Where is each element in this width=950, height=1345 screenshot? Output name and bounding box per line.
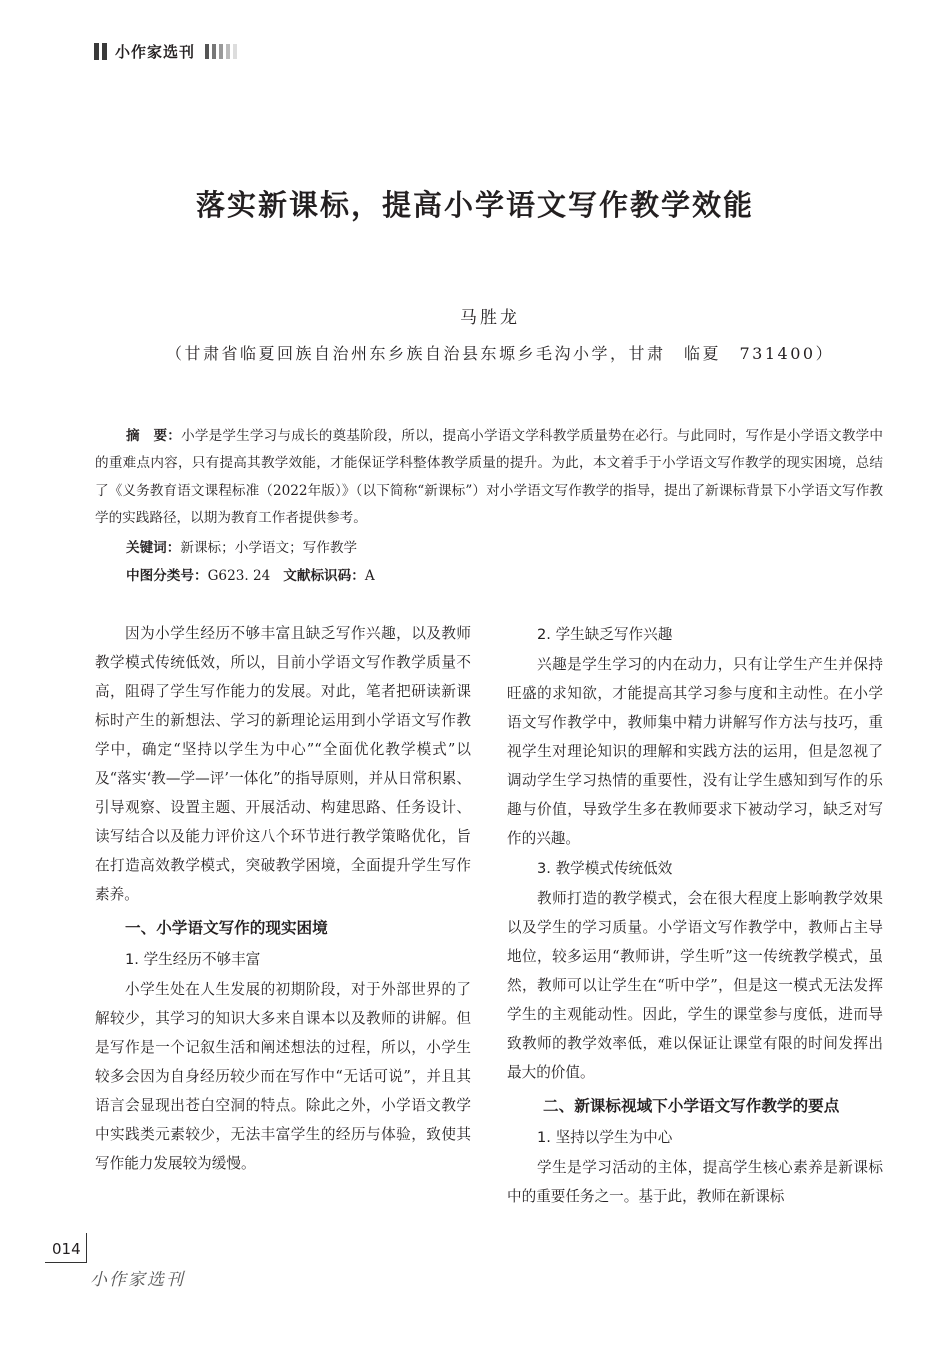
- running-header: [94, 40, 237, 62]
- journal-name: 小作家选刊: [115, 42, 196, 61]
- clc-value: G623. 24: [207, 568, 271, 584]
- article-author: 马胜龙: [460, 308, 520, 328]
- body-column-left: [95, 619, 471, 1178]
- page-number-underline: [45, 1262, 87, 1263]
- section-heading: 二、新课标视域下小学语文写作教学的要点: [543, 1097, 840, 1115]
- section-heading: 一、小学语文写作的现实困境: [125, 919, 328, 937]
- page-number-divider: [86, 1233, 87, 1263]
- header-fade-bars-icon: [205, 44, 237, 59]
- abstract: [95, 423, 883, 532]
- body-paragraph: 教师打造的教学模式，会在很大程度上影响教学效果以及学生的学习质量。小学语文写作教学中，教师占主导地位，较多运用“教师讲，学生听”这一传统教学模式，虽然，教师可以让学生在“听中学”，但是这一模式无法发挥学生的主观能动性。因此，学生的课堂参与度低，进而导致教师的教学效率低，难以保证让课堂有限的时间发挥出最大的价值。: [507, 890, 883, 1081]
- subsection-heading: 1. 学生经历不够丰富: [125, 951, 261, 968]
- abstract-text: 小学是学生学习与成长的奠基阶段，所以，提高小学语文学科教学质量势在必行。与此同时，写作是小学语文教学中的重难点内容，只有提高其教学效能，才能保证学科整体教学质量的提升。为此，本文着手于小学语文写作教学的现实困境，总结了《义务教育语文课程标准（2022年版）》（以下简称“新课标”）对小学语文写作教学的指导，提出了新课标背景下小学语文写作教学的实践路径，以期为教育工作者提供参考。: [95, 428, 884, 526]
- body-paragraph: 兴趣是学生学习的内在动力，只有让学生产生并保持旺盛的求知欲，才能提高其学习参与度和主动性。在小学语文写作教学中，教师集中精力讲解写作方法与技巧，重视学生对理论知识的理解和实践方法的运用，但是忽视了调动学生学习热情的重要性，没有让学生感知到写作的乐趣与价值，导致学生多在教师要求下被动学习，缺乏对写作的兴趣。: [507, 656, 883, 847]
- body-paragraph: 学生是学习活动的主体，提高学生核心素养是新课标中的重要任务之一。基于此，教师在新课标: [507, 1159, 883, 1205]
- body-paragraph: 小学生处在人生发展的初期阶段，对于外部世界的了解较少，其学习的知识大多来自课本以及教师的讲解。但是写作是一个记叙生活和阐述想法的过程，所以，小学生较多会因为自身经历较少而在写作中“无话可说”，并且其语言会显现出苍白空洞的特点。除此之外，小学语文教学中实践类元素较少，无法丰富学生的经历与体验，致使其写作能力发展较为缓慢。: [95, 981, 471, 1172]
- keywords-text: 新课标；小学语文；写作教学: [180, 540, 358, 556]
- subsection-heading: 1. 坚持以学生为中心: [537, 1129, 673, 1146]
- classification: [126, 564, 375, 584]
- header-bars-icon: [94, 43, 107, 60]
- doc-code-label: 文献标识码：: [283, 568, 365, 584]
- clc-label: 中图分类号：: [126, 568, 208, 584]
- intro-paragraph: 因为小学生经历不够丰富且缺乏写作兴趣，以及教师教学模式传统低效，所以，目前小学语文写作教学质量不高，阻碍了学生写作能力的发展。对此，笔者把研读新课标时产生的新想法、学习的新理论运用到小学语文写作教学中，确定“坚持以学生为中心”“全面优化教学模式”以及“落实‘教—学—评’一体化”的指导原则，并从日常积累、引导观察、设置主题、开展活动、构建思路、任务设计、读写结合以及能力评价这八个环节进行教学策略优化，旨在打造高效教学模式，突破教学困境，全面提升学生写作素养。: [95, 625, 471, 903]
- body-column-right: [507, 619, 883, 1211]
- article-affiliation: （甘肃省临夏回族自治州东乡族自治县东塬乡毛沟小学，甘肃 临夏 731400）: [166, 344, 835, 363]
- subsection-heading: 2. 学生缺乏写作兴趣: [537, 626, 673, 643]
- abstract-label: 摘 要：: [126, 428, 182, 444]
- subsection-heading: 3. 教学模式传统低效: [537, 860, 673, 877]
- page-number: 014: [52, 1240, 81, 1258]
- article-title: 落实新课标，提高小学语文写作教学效能: [195, 188, 754, 222]
- doc-code-value: A: [364, 568, 375, 584]
- keywords-label: 关键词：: [126, 540, 181, 556]
- keywords: [126, 536, 357, 556]
- journal-logo: 小作家选刊: [90, 1270, 185, 1290]
